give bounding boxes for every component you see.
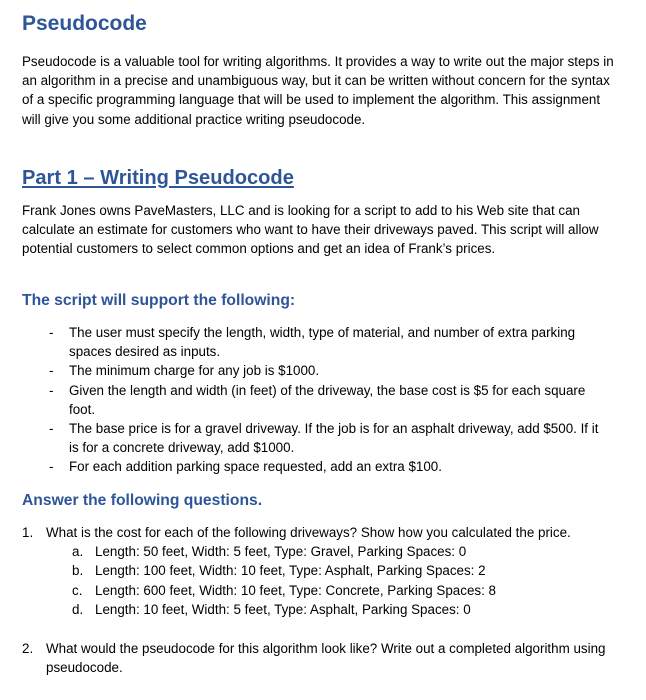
list-item (46, 561, 606, 580)
list-item (0, 323, 599, 361)
driveway-spec: Length: 600 feet, Width: 10 feet, Type: Concrete, Parking Spaces: 8 (95, 582, 496, 598)
bullet-dash: - (49, 363, 54, 379)
page-title: Pseudocode (22, 12, 147, 35)
list-item (46, 542, 606, 561)
answer-heading: Answer the following questions. (22, 492, 263, 509)
question-number: 1. (22, 525, 34, 540)
question-text: What would the pseudocode for this algorithm look like? Write out a completed algorithm using pseudocode. (46, 641, 606, 676)
question-1 (0, 523, 606, 619)
question-text: What is the cost for each of the following driveways? Show how you calculated the price. (46, 525, 571, 540)
list-item (0, 419, 599, 457)
bullet-dash: - (49, 459, 54, 475)
list-item (0, 361, 599, 380)
list-item (46, 600, 606, 619)
requirement-text: For each addition parking space requested, add an extra $100. (69, 459, 442, 475)
driveway-spec: Length: 50 feet, Width: 5 feet, Type: Gravel, Parking Spaces: 0 (95, 544, 467, 560)
requirement-text: Given the length and width (in feet) of the driveway, the base cost is $5 for each square foot. (69, 382, 586, 417)
item-letter: c. (72, 582, 83, 598)
scenario-paragraph: Frank Jones owns PaveMasters, LLC and is looking for a script to add to his Web site that can calculate an estimate for customers who want to have their driveways paved. This script will allow potential customers to select common options and get an idea of Frank’s prices. (22, 203, 599, 257)
questions-list (0, 523, 620, 677)
question-number: 2. (22, 641, 34, 657)
item-letter: b. (72, 563, 84, 579)
requirement-text: The minimum charge for any job is $1000. (69, 363, 320, 379)
item-letter: a. (72, 544, 84, 560)
driveway-list (46, 542, 606, 619)
part-1-heading: Part 1 – Writing Pseudocode (22, 167, 294, 189)
requirement-text: The user must specify the length, width, type of material, and number of extra parking spaces desired as inputs. (69, 325, 576, 360)
driveway-spec: Length: 100 feet, Width: 10 feet, Type: Asphalt, Parking Spaces: 2 (95, 563, 486, 579)
list-item (0, 381, 599, 419)
bullet-dash: - (49, 421, 54, 437)
bullet-dash: - (49, 325, 54, 340)
intro-paragraph: Pseudocode is a valuable tool for writing algorithms. It provides a way to write out the major steps in an algorithm in a precise and unambiguous way, but it can be written without concern for the syntax of a specific programming language that will be used to implement the algorithm. This assignment will give you some additional practice writing pseudocode. (22, 54, 614, 127)
requirements-list (0, 323, 620, 477)
bullet-dash: - (49, 382, 54, 398)
list-item (0, 457, 599, 476)
list-item (46, 581, 606, 600)
requirement-text: The base price is for a gravel driveway. If the job is for an asphalt driveway, add $500. If it is for a concrete driveway, add $1000. (69, 421, 599, 456)
driveway-spec: Length: 10 feet, Width: 5 feet, Type: Asphalt, Parking Spaces: 0 (95, 601, 471, 617)
question-2 (0, 639, 606, 677)
support-heading: The script will support the following: (22, 292, 296, 309)
item-letter: d. (72, 601, 84, 617)
